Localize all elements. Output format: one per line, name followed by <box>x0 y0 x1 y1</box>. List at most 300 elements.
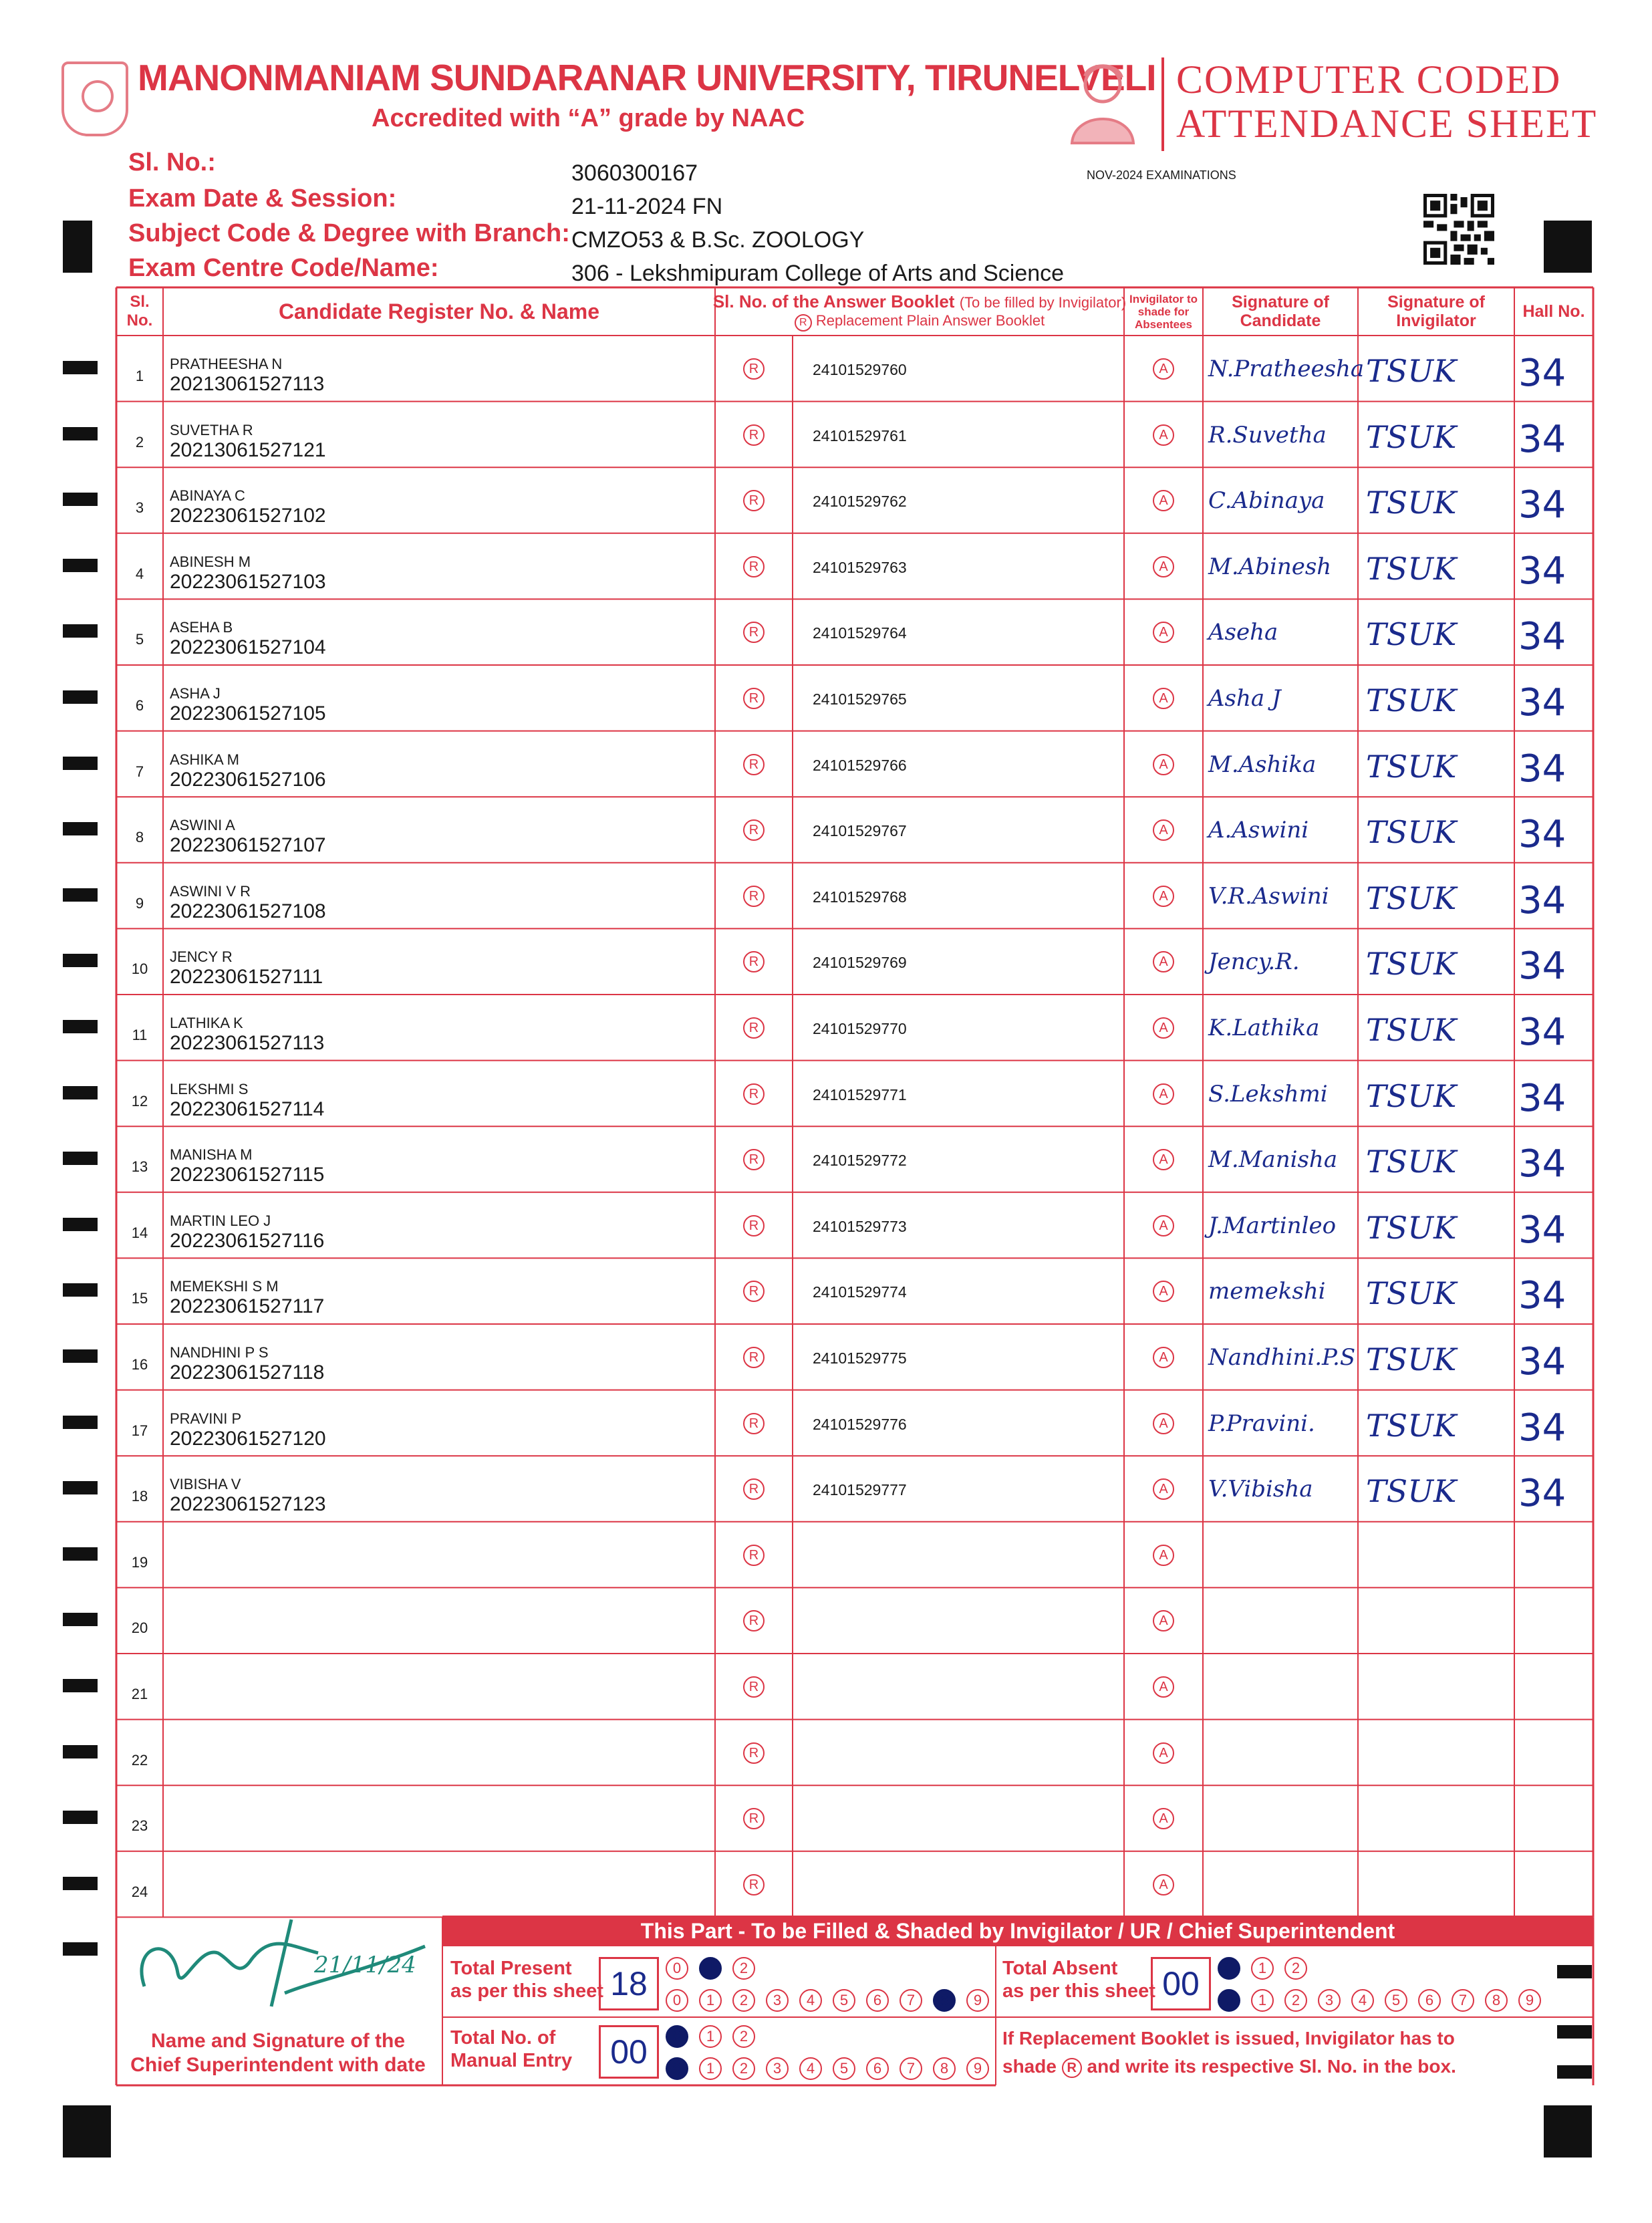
candidate-reg-no: 20223061527120 <box>170 1427 326 1450</box>
row-sl-no: 4 <box>135 565 144 582</box>
timing-mark <box>63 888 98 902</box>
timing-mark <box>63 1416 98 1429</box>
candidate-signature: P.Pravini. <box>1208 1410 1315 1437</box>
units-digit-bubble[interactable]: 8 <box>933 1989 956 2012</box>
answer-booklet-no: 24101529767 <box>813 822 907 840</box>
replacement-note-rest: and write its respective Sl. No. in the box. <box>1087 2056 1456 2077</box>
candidate-name: LATHIKA K <box>170 1015 243 1031</box>
centre-value: 306 - Lekshmipuram College of Arts and Science <box>571 261 1065 286</box>
absent-bubble[interactable]: A <box>1153 1413 1174 1434</box>
total-present-label <box>450 1957 603 2002</box>
booklet-header-title: Sl. No. of the Answer Booklet <box>712 291 955 311</box>
invigilator-signature: TSUK <box>1366 748 1457 785</box>
col-header-sl: Sl. No. <box>126 293 153 330</box>
timing-mark <box>1557 2065 1592 2079</box>
candidate-name: VIBISHA V <box>170 1476 241 1493</box>
candidate-reg-no: 20223061527108 <box>170 900 326 922</box>
hall-no: 34 <box>1518 1208 1566 1252</box>
candidate-reg-no: 20223061527123 <box>170 1493 326 1516</box>
absent-bubble[interactable]: A <box>1153 688 1174 709</box>
sheet-title <box>1176 57 1597 146</box>
subject-label: Subject Code & Degree with Branch: <box>128 219 570 247</box>
replacement-bubble[interactable]: R <box>743 688 765 709</box>
units-digit-bubble[interactable]: 9 <box>966 1989 989 2012</box>
total-present-label-line2: as per this sheet <box>450 1980 603 2002</box>
invigilator-signature: TSUK <box>1366 485 1457 521</box>
tens-digit-bubble[interactable]: 2 <box>732 1957 755 1980</box>
timing-mark <box>63 1745 98 1758</box>
replacement-legend-bubble: R <box>795 314 812 332</box>
answer-booklet-no: 24101529777 <box>813 1481 907 1499</box>
total-present-label-line1: Total Present <box>450 1958 572 1979</box>
invigilator-signature: TSUK <box>1366 550 1457 587</box>
row-sl-no: 20 <box>131 1619 148 1637</box>
hall-no: 34 <box>1518 681 1566 725</box>
replacement-bubble[interactable]: R <box>743 1347 765 1368</box>
absent-bubble[interactable]: A <box>1153 819 1174 841</box>
candidate-signature: N.Pratheesha <box>1208 356 1365 382</box>
row-sl-no: 7 <box>135 763 144 780</box>
candidate-signature: V.R.Aswini <box>1208 882 1329 910</box>
invigilator-signature: TSUK <box>1366 1144 1457 1180</box>
timing-mark <box>63 361 98 374</box>
chief-signature-date: 21/11/24 <box>314 1952 416 1978</box>
university-logo <box>61 61 128 136</box>
timing-mark <box>1557 1965 1592 1978</box>
units-digit-bubble[interactable]: 5 <box>833 1989 855 2012</box>
replacement-bubble[interactable]: R <box>743 819 765 841</box>
manual-entry-label-line1: Total No. of <box>450 2027 556 2049</box>
replacement-bubble[interactable]: R <box>743 1676 765 1698</box>
units-digit-bubble[interactable]: 7 <box>1452 1989 1474 2012</box>
units-digit-bubble[interactable]: 4 <box>799 2057 822 2080</box>
units-digit-bubble[interactable]: 0 <box>1218 1989 1240 2012</box>
candidate-name: ASHA J <box>170 685 221 702</box>
invigilator-signature: TSUK <box>1366 1209 1457 1246</box>
university-name: MANONMANIAM SUNDARANAR UNIVERSITY, TIRUNELVELI <box>138 57 1156 98</box>
footer-band: This Part - To be Filled & Shaded by Invigilator / UR / Chief Superintendent <box>442 1916 1593 1946</box>
hall-no: 34 <box>1518 615 1566 659</box>
answer-booklet-no: 24101529766 <box>813 756 907 774</box>
total-absent-label <box>1002 1957 1155 2002</box>
timing-mark <box>63 1811 98 1824</box>
invigilator-signature: TSUK <box>1366 1473 1457 1510</box>
answer-booklet-no: 24101529760 <box>813 361 907 378</box>
invigilator-signature: TSUK <box>1366 682 1457 718</box>
replacement-bubble[interactable]: R <box>743 886 765 907</box>
absent-bubble[interactable]: A <box>1153 556 1174 577</box>
replacement-bubble[interactable]: R <box>743 951 765 972</box>
timing-mark <box>63 1086 98 1099</box>
exam-date-value: 21-11-2024 FN <box>571 194 723 219</box>
row-sl-no: 21 <box>131 1686 148 1702</box>
absent-bubble[interactable]: A <box>1153 1545 1174 1566</box>
row-sl-no: 13 <box>131 1158 148 1176</box>
row-sl-no: 10 <box>131 960 148 978</box>
absent-bubble[interactable]: A <box>1153 424 1174 446</box>
units-digit-bubble[interactable]: 2 <box>732 2057 755 2080</box>
invigilator-signature: TSUK <box>1366 880 1457 916</box>
absent-bubble[interactable]: A <box>1153 1281 1174 1302</box>
invigilator-signature: TSUK <box>1366 1077 1457 1114</box>
candidate-reg-no: 20223061527105 <box>170 702 326 725</box>
absent-bubble[interactable]: A <box>1153 1215 1174 1236</box>
answer-booklet-no: 24101529774 <box>813 1283 907 1301</box>
chief-label-line1: Name and Signature of the <box>150 2030 406 2052</box>
candidate-reg-no: 20223061527102 <box>170 505 326 527</box>
chief-label-line2: Chief Superintendent with date <box>130 2054 426 2076</box>
absent-bubble[interactable]: A <box>1153 1478 1174 1500</box>
exam-date-label: Exam Date & Session: <box>128 184 397 213</box>
candidate-name: SUVETHA R <box>170 421 253 438</box>
exam-tag: NOV-2024 EXAMINATIONS <box>1087 168 1236 182</box>
tens-digit-bubble[interactable]: 0 <box>666 1957 688 1980</box>
invigilator-signature: TSUK <box>1366 946 1457 983</box>
booklet-header-note: (To be filled by Invigilator) <box>959 294 1127 311</box>
timing-mark <box>63 493 98 506</box>
tens-digit-bubble[interactable]: 1 <box>1251 1957 1274 1980</box>
replacement-note-line1: If Replacement Booklet is issued, Invigilator has to <box>1002 2028 1455 2049</box>
hall-no: 34 <box>1518 1142 1566 1186</box>
replacement-bubble[interactable]: R <box>743 1742 765 1764</box>
timing-mark <box>63 822 98 835</box>
total-present-box[interactable]: 18 <box>599 1957 659 2010</box>
tens-digit-bubble[interactable]: 1 <box>699 1957 722 1980</box>
candidate-signature: Aseha <box>1208 619 1278 646</box>
absent-bubble[interactable]: A <box>1153 1083 1174 1105</box>
candidate-signature: M.Ashika <box>1208 751 1317 778</box>
answer-booklet-no: 24101529764 <box>813 624 907 642</box>
units-digit-bubble[interactable]: 4 <box>1351 1989 1374 2012</box>
replacement-bubble[interactable]: R <box>743 490 765 511</box>
absent-bubble[interactable]: A <box>1153 1808 1174 1829</box>
absent-bubble[interactable]: A <box>1153 886 1174 907</box>
candidate-signature: memekshi <box>1208 1278 1326 1305</box>
candidate-reg-no: 20223061527118 <box>170 1361 325 1384</box>
candidate-reg-no: 20213061527113 <box>170 373 325 395</box>
hall-no: 34 <box>1518 549 1566 593</box>
hall-no: 34 <box>1518 1472 1566 1516</box>
candidate-reg-no: 20223061527117 <box>170 1295 325 1318</box>
candidate-reg-no: 20223061527104 <box>170 636 326 659</box>
candidate-reg-no: 20223061527103 <box>170 570 326 593</box>
candidate-reg-no: 20223061527116 <box>170 1229 325 1252</box>
col-header-hall: Hall No. <box>1522 302 1585 321</box>
col-header-sig-invigilator: Signature of Invigilator <box>1387 293 1485 330</box>
candidate-signature: C.Abinaya <box>1208 487 1325 515</box>
col-header-booklet <box>712 287 1127 336</box>
units-digit-bubble[interactable]: 4 <box>799 1989 822 2012</box>
answer-booklet-no: 24101529771 <box>813 1085 907 1103</box>
answer-booklet-no: 24101529769 <box>813 954 907 972</box>
candidate-reg-no: 20223061527111 <box>170 966 323 989</box>
row-sl-no: 5 <box>135 631 144 648</box>
replacement-bubble[interactable]: R <box>743 1017 765 1039</box>
replacement-bubble[interactable]: R <box>743 1808 765 1829</box>
hall-no: 34 <box>1518 483 1566 527</box>
replacement-note-line2 <box>1002 2056 1456 2078</box>
candidate-signature: Nandhini.P.S <box>1208 1344 1356 1371</box>
row-sl-no: 23 <box>131 1817 148 1835</box>
candidate-signature: M.Abinesh <box>1208 553 1332 580</box>
col-header-candidate: Candidate Register No. & Name <box>278 299 600 323</box>
alignment-mark <box>63 221 92 273</box>
hall-no: 34 <box>1518 878 1566 922</box>
units-digit-bubble[interactable]: 6 <box>866 1989 889 2012</box>
alignment-mark <box>1544 2105 1592 2157</box>
candidate-reg-no: 20223061527107 <box>170 834 326 857</box>
row-sl-no: 14 <box>131 1224 148 1241</box>
replacement-bubble[interactable]: R <box>743 358 765 380</box>
answer-booklet-no: 24101529762 <box>813 493 907 511</box>
invigilator-signature: TSUK <box>1366 616 1457 653</box>
absent-bubble[interactable]: A <box>1153 1676 1174 1698</box>
total-absent-label-line1: Total Absent <box>1002 1958 1118 1979</box>
answer-booklet-no: 24101529770 <box>813 1020 907 1037</box>
candidate-reg-no: 20223061527113 <box>170 1032 325 1054</box>
absent-bubble[interactable]: A <box>1153 1017 1174 1039</box>
absent-bubble[interactable]: A <box>1153 754 1174 775</box>
row-sl-no: 17 <box>131 1422 148 1439</box>
alignment-mark <box>1544 221 1592 273</box>
total-absent-label-line2: as per this sheet <box>1002 1980 1155 2002</box>
answer-booklet-no: 24101529773 <box>813 1217 907 1235</box>
candidate-signature: Jency.R. <box>1208 948 1300 976</box>
replacement-bubble[interactable]: R <box>743 1545 765 1566</box>
timing-mark <box>63 1481 98 1494</box>
invigilator-signature: TSUK <box>1366 1341 1457 1378</box>
tens-digit-bubble[interactable]: 2 <box>732 2025 755 2048</box>
candidate-name: ASWINI A <box>170 817 235 834</box>
qr-code-icon <box>1423 194 1494 265</box>
manual-entry-label <box>450 2026 572 2072</box>
timing-mark <box>63 1547 98 1561</box>
timing-mark <box>63 954 98 967</box>
tens-digit-bubble[interactable]: 0 <box>1218 1957 1240 1980</box>
sl-no-label: Sl. No.: <box>128 148 216 176</box>
row-sl-no: 12 <box>131 1092 148 1109</box>
hall-no: 34 <box>1518 1076 1566 1120</box>
row-sl-no: 16 <box>131 1356 148 1373</box>
absent-bubble[interactable]: A <box>1153 622 1174 643</box>
row-sl-no: 18 <box>131 1488 148 1505</box>
units-digit-bubble[interactable]: 2 <box>732 1989 755 2012</box>
answer-booklet-no: 24101529776 <box>813 1415 907 1433</box>
row-sl-no: 24 <box>131 1883 148 1900</box>
replacement-bubble[interactable]: R <box>743 424 765 446</box>
absent-bubble[interactable]: A <box>1153 1149 1174 1170</box>
units-digit-bubble[interactable]: 0 <box>666 1989 688 2012</box>
timing-mark <box>63 624 98 638</box>
units-digit-bubble[interactable]: 3 <box>1318 1989 1341 2012</box>
candidate-name: ASWINI V R <box>170 882 251 900</box>
accreditation-text: Accredited with “A” grade by NAAC <box>372 104 805 132</box>
units-digit-bubble[interactable]: 8 <box>933 2057 956 2080</box>
units-digit-bubble[interactable]: 8 <box>1485 1989 1508 2012</box>
replacement-bubble[interactable]: R <box>743 1874 765 1895</box>
replacement-bubble[interactable]: R <box>743 1610 765 1631</box>
row-sl-no: 22 <box>131 1751 148 1769</box>
replacement-bubble[interactable]: R <box>743 754 765 775</box>
replacement-bubble[interactable]: R <box>743 556 765 577</box>
tens-digit-bubble[interactable]: 1 <box>699 2025 722 2048</box>
answer-booklet-no: 24101529768 <box>813 888 907 906</box>
timing-mark <box>63 559 98 572</box>
replacement-legend: Replacement Plain Answer Booklet <box>815 312 1045 329</box>
candidate-reg-no: 20223061527106 <box>170 768 326 791</box>
tens-digit-bubble[interactable]: 2 <box>1284 1957 1307 1980</box>
candidate-name: NANDHINI P S <box>170 1344 269 1361</box>
invigilator-signature: TSUK <box>1366 353 1457 389</box>
units-digit-bubble[interactable]: 1 <box>699 1989 722 2012</box>
candidate-signature: R.Suvetha <box>1208 421 1327 448</box>
units-digit-bubble[interactable]: 6 <box>1418 1989 1441 2012</box>
units-digit-bubble[interactable]: 5 <box>833 2057 855 2080</box>
candidate-name: ABINAYA C <box>170 487 245 505</box>
timing-mark <box>1557 2025 1592 2039</box>
replacement-note-bubble: R <box>1062 2058 1082 2078</box>
invigilator-signature: TSUK <box>1366 418 1457 455</box>
candidate-name: ASHIKA M <box>170 751 239 768</box>
candidate-name: MARTIN LEO J <box>170 1212 271 1229</box>
candidate-name: MEMEKSHI S M <box>170 1278 279 1295</box>
row-sl-no: 8 <box>135 829 144 846</box>
replacement-bubble[interactable]: R <box>743 1478 765 1500</box>
replacement-bubble[interactable]: R <box>743 1281 765 1302</box>
candidate-signature: A.Aswini <box>1208 817 1309 844</box>
candidate-name: ABINESH M <box>170 553 251 570</box>
timing-mark <box>63 757 98 770</box>
answer-booklet-no: 24101529772 <box>813 1152 907 1170</box>
hall-no: 34 <box>1518 1340 1566 1384</box>
replacement-bubble[interactable]: R <box>743 622 765 643</box>
row-sl-no: 19 <box>131 1553 148 1571</box>
timing-mark <box>63 1152 98 1165</box>
invigilator-signature: TSUK <box>1366 1275 1457 1312</box>
centre-label: Exam Centre Code/Name: <box>128 254 439 282</box>
replacement-bubble[interactable]: R <box>743 1215 765 1236</box>
units-digit-bubble[interactable]: 7 <box>900 1989 922 2012</box>
founder-portrait-icon <box>1063 57 1143 144</box>
timing-mark <box>63 1349 98 1363</box>
units-digit-bubble[interactable]: 6 <box>866 2057 889 2080</box>
absent-bubble[interactable]: A <box>1153 951 1174 972</box>
hall-no: 34 <box>1518 352 1566 395</box>
candidate-reg-no: 20223061527115 <box>170 1164 325 1186</box>
hall-no: 34 <box>1518 1011 1566 1054</box>
timing-mark <box>63 1218 98 1231</box>
subject-value: CMZO53 & B.Sc. ZOOLOGY <box>571 227 865 253</box>
answer-booklet-no: 24101529775 <box>813 1349 907 1367</box>
timing-mark <box>63 690 98 704</box>
row-sl-no: 6 <box>135 697 144 714</box>
candidate-signature: J.Martinleo <box>1208 1212 1337 1239</box>
invigilator-signature: TSUK <box>1366 1012 1457 1048</box>
invigilator-signature: TSUK <box>1366 814 1457 851</box>
answer-booklet-no: 24101529765 <box>813 690 907 708</box>
row-sl-no: 2 <box>135 433 144 450</box>
timing-mark <box>63 1942 98 1956</box>
units-digit-bubble[interactable]: 3 <box>766 1989 789 2012</box>
row-sl-no: 9 <box>135 894 144 912</box>
candidate-name: PRATHEESHA N <box>170 356 283 372</box>
candidate-signature: Asha J <box>1208 685 1281 712</box>
timing-mark <box>63 1877 98 1890</box>
candidate-signature: K.Lathika <box>1208 1015 1320 1041</box>
hall-no: 34 <box>1518 747 1566 791</box>
hall-no: 34 <box>1518 417 1566 461</box>
header-divider <box>1161 57 1164 151</box>
row-sl-no: 11 <box>132 1027 148 1043</box>
units-digit-bubble[interactable]: 9 <box>1518 1989 1541 2012</box>
units-digit-bubble[interactable]: 9 <box>966 2057 989 2080</box>
total-absent-box[interactable]: 00 <box>1151 1957 1211 2010</box>
candidate-name: MANISHA M <box>170 1146 253 1164</box>
absent-bubble[interactable]: A <box>1153 1610 1174 1631</box>
timing-mark <box>63 427 98 440</box>
replacement-bubble[interactable]: R <box>743 1083 765 1105</box>
sl-no-value: 3060300167 <box>571 160 698 186</box>
tens-digit-bubble[interactable]: 0 <box>666 2025 688 2048</box>
units-digit-bubble[interactable]: 1 <box>1251 1989 1274 2012</box>
hall-no: 34 <box>1518 944 1566 989</box>
units-digit-bubble[interactable]: 0 <box>666 2057 688 2080</box>
candidate-signature: M.Manisha <box>1208 1146 1338 1174</box>
units-digit-bubble[interactable]: 5 <box>1385 1989 1407 2012</box>
absent-bubble[interactable]: A <box>1153 358 1174 380</box>
units-digit-bubble[interactable]: 1 <box>699 2057 722 2080</box>
units-digit-bubble[interactable]: 3 <box>766 2057 789 2080</box>
replacement-bubble[interactable]: R <box>743 1413 765 1434</box>
hall-no: 34 <box>1518 1274 1566 1318</box>
candidate-name: ASEHA B <box>170 619 233 636</box>
timing-mark <box>63 1679 98 1692</box>
absent-bubble[interactable]: A <box>1153 1874 1174 1895</box>
candidate-signature: V.Vibisha <box>1208 1476 1313 1503</box>
absent-bubble[interactable]: A <box>1153 1742 1174 1764</box>
sheet-title-line2: ATTENDANCE SHEET <box>1176 102 1598 146</box>
units-digit-bubble[interactable]: 7 <box>900 2057 922 2080</box>
col-header-absent: Invigilator to shade for Absentees <box>1129 292 1198 331</box>
timing-mark <box>63 1020 98 1033</box>
replacement-bubble[interactable]: R <box>743 1149 765 1170</box>
absent-bubble[interactable]: A <box>1153 1347 1174 1368</box>
timing-mark <box>63 1283 98 1297</box>
hall-no: 34 <box>1518 813 1566 857</box>
units-digit-bubble[interactable]: 2 <box>1284 1989 1307 2012</box>
row-sl-no: 3 <box>135 499 144 517</box>
alignment-mark <box>63 2105 111 2157</box>
sheet-title-line1: COMPUTER CODED <box>1176 57 1562 102</box>
answer-booklet-no: 24101529761 <box>813 426 907 444</box>
row-sl-no: 15 <box>131 1290 148 1307</box>
chief-label <box>118 2029 438 2077</box>
row-sl-no: 1 <box>135 368 144 384</box>
candidate-signature: S.Lekshmi <box>1208 1080 1328 1107</box>
replacement-note-shade: shade <box>1002 2056 1057 2077</box>
hall-no: 34 <box>1518 1406 1566 1450</box>
absent-bubble[interactable]: A <box>1153 490 1174 511</box>
answer-booklet-no: 24101529763 <box>813 558 907 576</box>
col-header-sig-candidate: Signature of Candidate <box>1232 293 1329 330</box>
candidate-name: PRAVINI P <box>170 1410 242 1427</box>
invigilator-signature: TSUK <box>1366 1407 1457 1444</box>
candidate-name: JENCY R <box>170 948 233 966</box>
candidate-reg-no: 20223061527114 <box>170 1097 325 1120</box>
manual-entry-box[interactable]: 00 <box>599 2025 659 2079</box>
candidate-reg-no: 20213061527121 <box>170 438 326 461</box>
manual-entry-label-line2: Manual Entry <box>450 2050 573 2071</box>
